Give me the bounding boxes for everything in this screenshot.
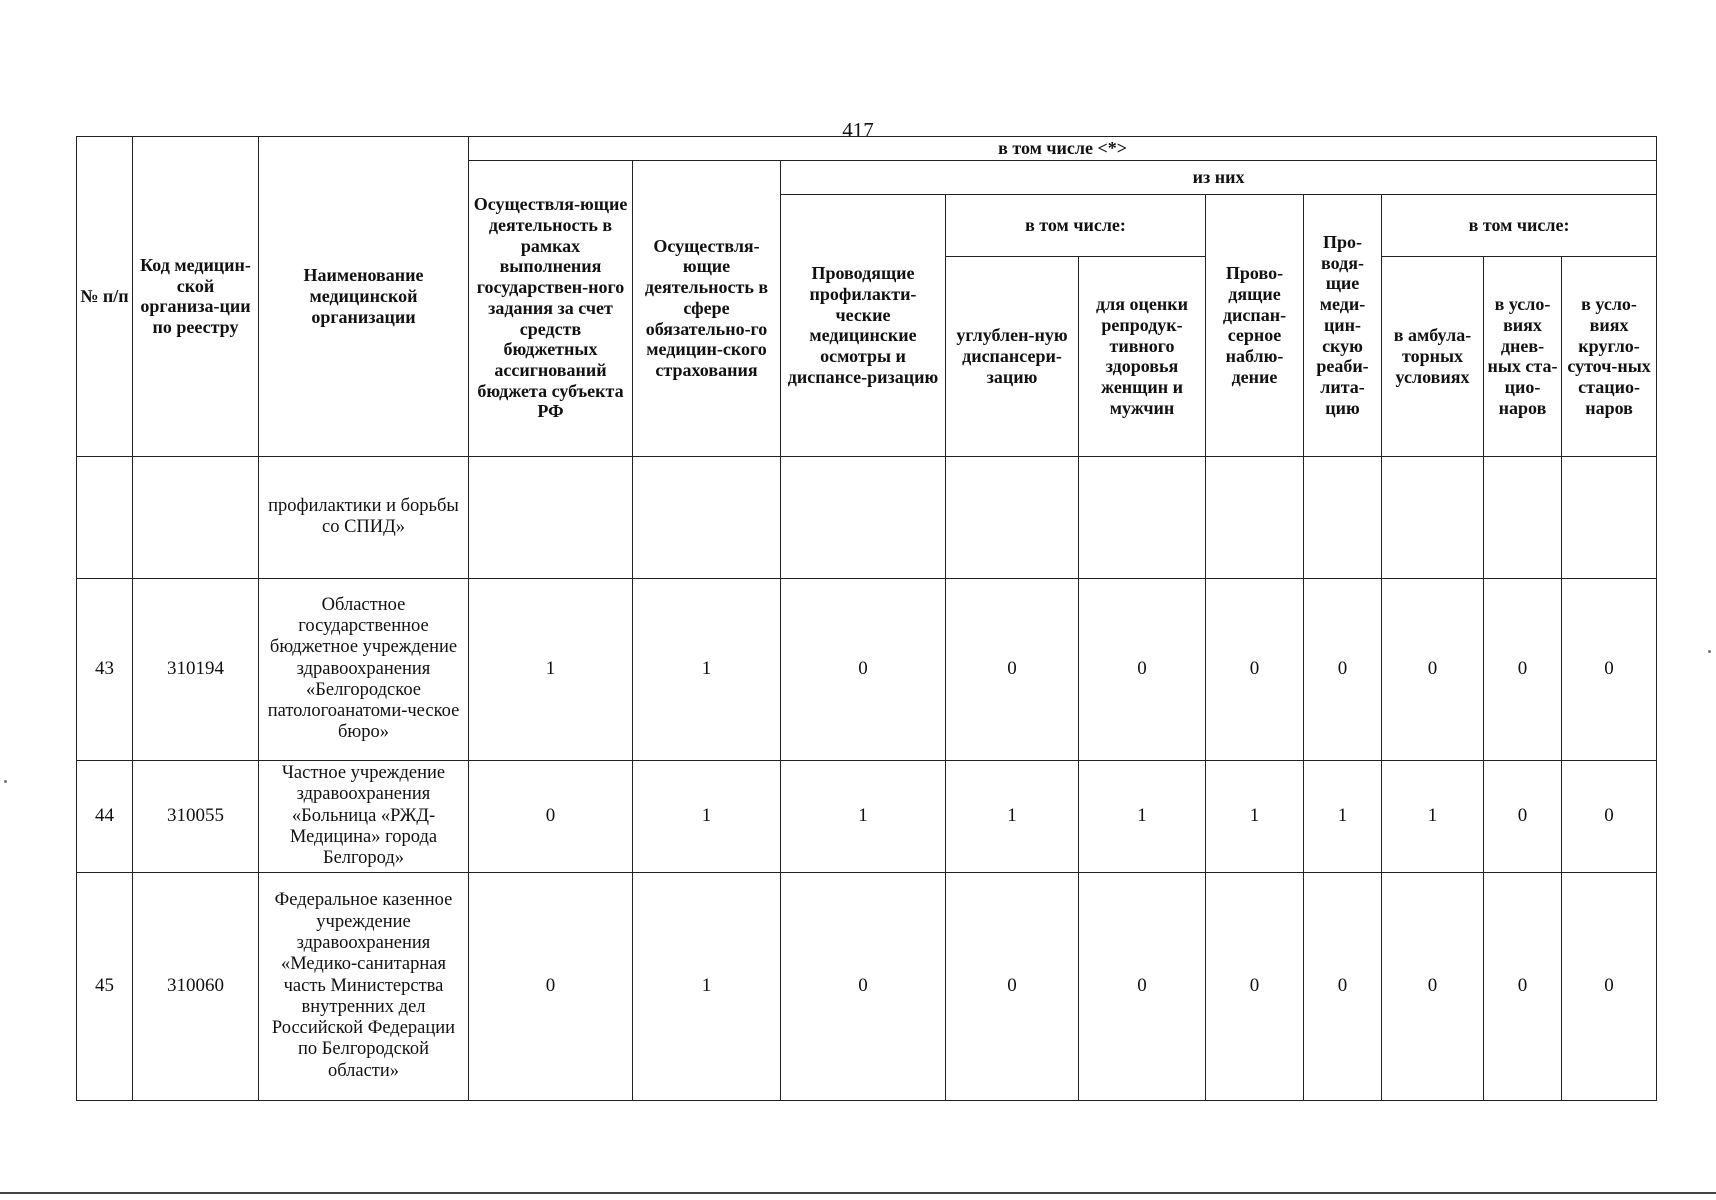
val-oms: 1 xyxy=(633,578,781,760)
val-budget: 0 xyxy=(469,760,633,872)
val-budget: 0 xyxy=(469,872,633,1100)
val-deep: 0 xyxy=(946,872,1079,1100)
val-prof: 0 xyxy=(781,872,946,1100)
val-day: 0 xyxy=(1484,872,1562,1100)
header-disp: Прово-дящие диспан-серное наблю-дение xyxy=(1206,194,1304,456)
row-name: Областное государственное бюджетное учреждение здравоохранения «Белгородское патологоанатоми-ческое бюро» xyxy=(259,578,469,760)
val-disp: 0 xyxy=(1206,872,1304,1100)
scan-bottom-edge xyxy=(0,1192,1716,1194)
val-amb: 0 xyxy=(1382,578,1484,760)
header-of-them: из них xyxy=(781,160,1657,194)
val-amb: 0 xyxy=(1382,872,1484,1100)
medical-organizations-table xyxy=(76,136,1657,1101)
header-round: в усло-виях кругло-суточ-ных стацио-наров xyxy=(1562,256,1657,456)
table-row xyxy=(77,760,1657,872)
row-code: 310055 xyxy=(133,760,259,872)
scan-speck xyxy=(1708,650,1711,653)
page-number: 417 xyxy=(842,118,874,142)
header-including-1: в том числе: xyxy=(946,194,1206,256)
val-prof: 0 xyxy=(781,578,946,760)
val-disp: 0 xyxy=(1206,578,1304,760)
row-num: 44 xyxy=(77,760,133,872)
header-oms: Осуществля-ющие деятельность в сфере обязательно-го медицин-ского страхования xyxy=(633,160,781,456)
header-repro: для оценки репродук-тивного здоровья женщин и мужчин xyxy=(1079,256,1206,456)
val-repro: 0 xyxy=(1079,578,1206,760)
table-row xyxy=(77,578,1657,760)
header-budget: Осуществля-ющие деятельность в рамках выполнения государствен-ного задания за счет средств бюджетных ассигнований бюджета субъекта РФ xyxy=(469,160,633,456)
table-row xyxy=(77,872,1657,1100)
val-disp: 1 xyxy=(1206,760,1304,872)
val-round: 0 xyxy=(1562,872,1657,1100)
val-repro: 1 xyxy=(1079,760,1206,872)
row-code: 310194 xyxy=(133,578,259,760)
header-day: в усло-виях днев-ных ста-цио-наров xyxy=(1484,256,1562,456)
val-oms: 1 xyxy=(633,872,781,1100)
val-rehab: 1 xyxy=(1304,760,1382,872)
row-name: Федеральное казенное учреждение здравоохранения «Медико-санитарная часть Министерства внутренних дел Российской Федерации по Белгородской области» xyxy=(259,872,469,1100)
row-name: Частное учреждение здравоохранения «Больница «РЖД-Медицина» города Белгород» xyxy=(259,760,469,872)
header-code: Код медицин-ской организа-ции по реестру xyxy=(133,137,259,457)
header-num: № п/п xyxy=(77,137,133,457)
val-repro: 0 xyxy=(1079,872,1206,1100)
val-deep: 0 xyxy=(946,578,1079,760)
header-amb: в амбула-торных условиях xyxy=(1382,256,1484,456)
val-rehab: 0 xyxy=(1304,578,1382,760)
continuation-name: профилактики и борьбы со СПИД» xyxy=(259,456,469,578)
scan-speck xyxy=(4,780,7,783)
val-oms: 1 xyxy=(633,760,781,872)
row-num: 45 xyxy=(77,872,133,1100)
continuation-row xyxy=(77,456,1657,578)
val-prof: 1 xyxy=(781,760,946,872)
val-rehab: 0 xyxy=(1304,872,1382,1100)
header-rehab: Про-водя-щие меди-цин-скую реаби-лита-цию xyxy=(1304,194,1382,456)
val-amb: 1 xyxy=(1382,760,1484,872)
val-day: 0 xyxy=(1484,760,1562,872)
row-code: 310060 xyxy=(133,872,259,1100)
row-num: 43 xyxy=(77,578,133,760)
val-round: 0 xyxy=(1562,578,1657,760)
header-including-2: в том числе: xyxy=(1382,194,1657,256)
val-budget: 1 xyxy=(469,578,633,760)
val-day: 0 xyxy=(1484,578,1562,760)
header-name: Наименование медицинской организации xyxy=(259,137,469,457)
header-including: в том числе <*> xyxy=(469,137,1657,161)
header-deep: углублен-ную диспансери-зацию xyxy=(946,256,1079,456)
val-deep: 1 xyxy=(946,760,1079,872)
val-round: 0 xyxy=(1562,760,1657,872)
header-prof: Проводящие профилакти-ческие медицинские осмотры и диспансе-ризацию xyxy=(781,194,946,456)
